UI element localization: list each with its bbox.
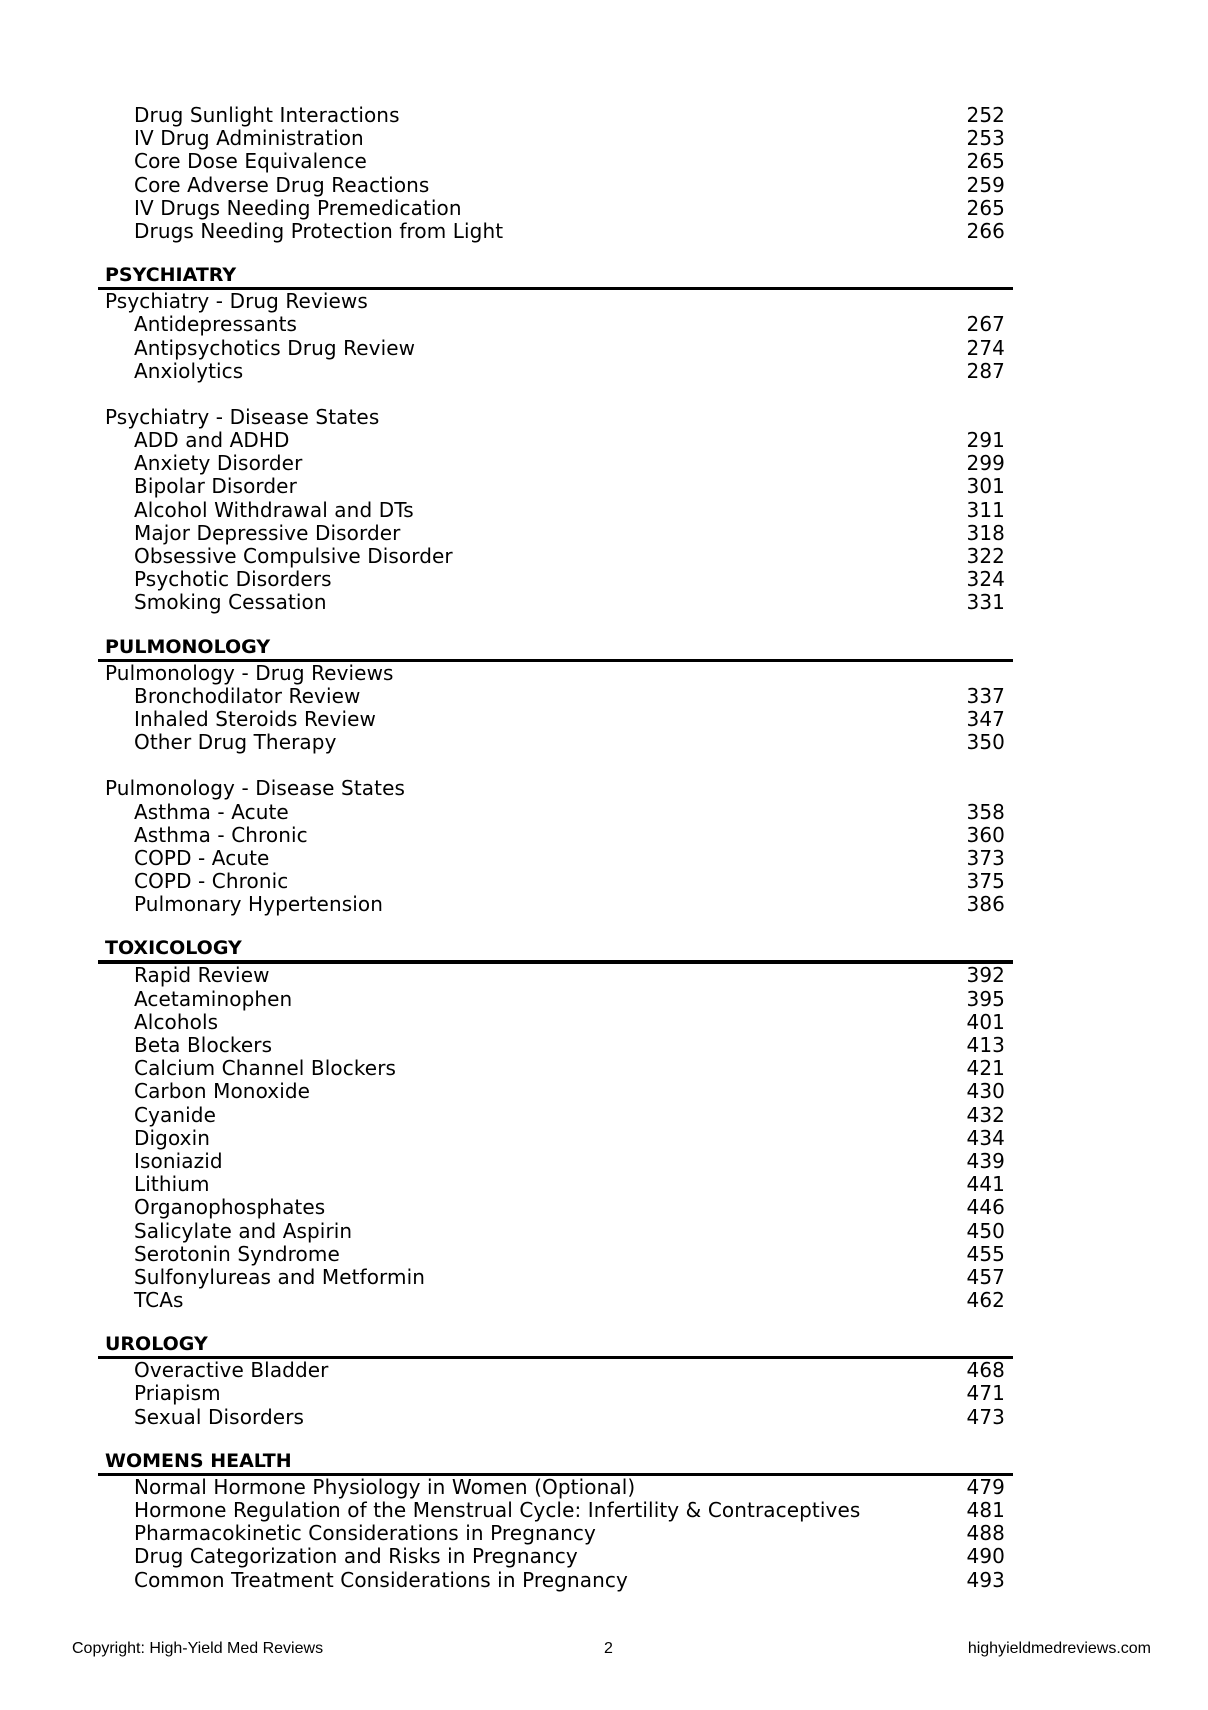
toc-entry-page: 473 [966, 1404, 1005, 1429]
toc-entry-page: 455 [966, 1241, 1005, 1266]
toc-entry[interactable] [98, 150, 1013, 173]
toc-entry-page: 347 [966, 706, 1005, 731]
toc-entry-label: Drug Sunlight Interactions [134, 103, 400, 127]
toc-entry-page: 318 [966, 520, 1005, 545]
toc-entry-page: 322 [966, 544, 1005, 568]
toc-entry-label: Sulfonylureas and Metformin [134, 1264, 426, 1289]
toc-entry-label: Lithium [134, 1172, 210, 1197]
toc-entry[interactable] [98, 429, 1013, 452]
toc-entry-page: 267 [966, 312, 1005, 337]
toc-entry[interactable] [98, 1220, 1013, 1243]
toc-entry[interactable] [98, 1104, 1013, 1127]
footer-page-number: 2 [604, 1640, 613, 1657]
toc-entry[interactable] [98, 127, 1013, 150]
toc-entry-page: 490 [966, 1544, 1005, 1569]
toc-entry-page: 358 [966, 799, 1005, 824]
toc-entry-page: 401 [966, 1009, 1005, 1034]
toc-entry[interactable] [98, 220, 1013, 243]
toc-entry-page: 493 [966, 1567, 1005, 1592]
toc-entry-label: Drugs Needing Protection from Light [134, 218, 504, 243]
toc-entry-label: Common Treatment Considerations in Pregnancy [134, 1567, 628, 1592]
table-of-contents [98, 104, 1013, 1592]
toc-entry-label: Sexual Disorders [134, 1404, 305, 1429]
toc-entry-page: 386 [966, 892, 1005, 917]
toc-entry-label: Calcium Channel Blockers [134, 1056, 397, 1081]
toc-entry-label: Pharmacokinetic Considerations in Pregnancy [134, 1521, 596, 1546]
toc-entry[interactable] [98, 824, 1013, 847]
toc-entry-label: Serotonin Syndrome [134, 1241, 340, 1266]
toc-entry-page: 446 [966, 1195, 1005, 1220]
toc-entry-page: 253 [966, 126, 1005, 151]
toc-entry[interactable] [98, 964, 1013, 987]
toc-entry-page: 421 [966, 1056, 1005, 1081]
toc-entry-label: Priapism [134, 1381, 221, 1406]
toc-entry-page: 479 [966, 1474, 1005, 1499]
spacer [98, 243, 1013, 263]
toc-entry-page: 481 [966, 1498, 1005, 1522]
spacer [98, 916, 1013, 936]
toc-entry-label: Acetaminophen [134, 986, 293, 1011]
toc-entry[interactable] [98, 1266, 1013, 1289]
toc-entry-label: Psychotic Disorders [134, 567, 332, 592]
toc-entry-label: Overactive Bladder [134, 1358, 329, 1383]
toc-entry-page: 468 [966, 1358, 1005, 1383]
toc-entry[interactable] [98, 313, 1013, 336]
toc-entry[interactable] [98, 522, 1013, 545]
toc-entry-page: 252 [966, 103, 1005, 127]
toc-entry-label: Normal Hormone Physiology in Women (Optional) [134, 1474, 636, 1499]
spacer [98, 1312, 1013, 1332]
toc-entry[interactable] [98, 1150, 1013, 1173]
toc-entry-page: 373 [966, 845, 1005, 870]
toc-entry[interactable] [98, 1080, 1013, 1103]
section-heading-toxicology: TOXICOLOGY [105, 937, 242, 960]
toc-entry[interactable] [98, 1406, 1013, 1429]
toc-entry[interactable] [98, 1243, 1013, 1266]
toc-entry-label: Drug Categorization and Risks in Pregnancy [134, 1544, 578, 1569]
toc-entry[interactable] [98, 1522, 1013, 1545]
toc-entry-page: 274 [966, 335, 1005, 360]
toc-entry[interactable] [98, 1569, 1013, 1592]
subsection-title[interactable]: Psychiatry - Disease States [105, 404, 380, 429]
toc-entry-page: 413 [966, 1033, 1005, 1057]
toc-entry-page: 265 [966, 195, 1005, 220]
toc-entry-page: 299 [966, 451, 1005, 476]
toc-entry-page: 311 [966, 497, 1005, 522]
toc-entry[interactable] [98, 731, 1013, 754]
toc-entry[interactable] [98, 1173, 1013, 1196]
toc-entry[interactable] [98, 988, 1013, 1011]
toc-entry-page: 457 [966, 1264, 1005, 1289]
toc-entry-label: Alcohol Withdrawal and DTs [134, 497, 414, 522]
toc-entry-page: 462 [966, 1288, 1005, 1313]
toc-entry[interactable] [98, 870, 1013, 893]
toc-entry[interactable] [98, 337, 1013, 360]
spacer [98, 754, 1013, 777]
toc-entry[interactable] [98, 197, 1013, 220]
toc-entry[interactable] [98, 1382, 1013, 1405]
toc-entry-page: 434 [966, 1125, 1005, 1150]
toc-entry[interactable] [98, 1034, 1013, 1057]
toc-entry-label: Beta Blockers [134, 1033, 273, 1057]
toc-entry-page: 350 [966, 730, 1005, 755]
toc-entry-page: 450 [966, 1218, 1005, 1243]
toc-entry[interactable] [98, 1476, 1013, 1499]
toc-entry-label: IV Drug Administration [134, 126, 364, 151]
toc-entry-label: Anxiolytics [134, 358, 244, 383]
toc-entry[interactable] [98, 591, 1013, 614]
toc-entry-label: Inhaled Steroids Review [134, 706, 376, 731]
toc-entry-label: Antipsychotics Drug Review [134, 335, 416, 360]
toc-entry[interactable] [98, 475, 1013, 498]
toc-entry-label: Anxiety Disorder [134, 451, 303, 476]
toc-group-intro [98, 104, 1013, 243]
toc-entry[interactable] [98, 1289, 1013, 1312]
toc-entry[interactable] [98, 1359, 1013, 1382]
toc-entry[interactable] [98, 847, 1013, 870]
toc-entry-page: 287 [966, 358, 1005, 383]
toc-entry-label: TCAs [134, 1288, 184, 1313]
toc-entry-page: 331 [966, 590, 1005, 615]
spacer [98, 615, 1013, 635]
toc-entry-label: Core Adverse Drug Reactions [134, 172, 430, 197]
toc-entry[interactable] [98, 708, 1013, 731]
toc-entry[interactable] [98, 685, 1013, 708]
section-heading-pulmonology: PULMONOLOGY [105, 635, 271, 658]
toc-entry[interactable] [98, 452, 1013, 475]
toc-entry-label: Asthma - Chronic [134, 822, 308, 847]
subsection-title[interactable]: Psychiatry - Drug Reviews [105, 289, 368, 314]
toc-entry[interactable] [98, 1196, 1013, 1219]
subsection-title[interactable]: Pulmonology - Disease States [105, 776, 406, 801]
toc-entry[interactable] [98, 499, 1013, 522]
toc-entry-page: 375 [966, 869, 1005, 894]
toc-entry-page: 259 [966, 172, 1005, 197]
toc-entry[interactable] [98, 360, 1013, 383]
toc-entry[interactable] [98, 801, 1013, 824]
toc-entry-page: 439 [966, 1148, 1005, 1173]
toc-entry[interactable] [98, 1057, 1013, 1080]
toc-entry[interactable] [98, 545, 1013, 568]
toc-entry-page: 488 [966, 1521, 1005, 1546]
toc-entry-label: Carbon Monoxide [134, 1079, 311, 1104]
toc-entry[interactable] [98, 1545, 1013, 1568]
toc-entry[interactable] [98, 1011, 1013, 1034]
toc-entry[interactable] [98, 104, 1013, 127]
section-heading-psychiatry: PSYCHIATRY [105, 264, 237, 287]
toc-entry-page: 360 [966, 822, 1005, 847]
toc-entry-label: ADD and ADHD [134, 428, 290, 453]
toc-entry-label: COPD - Chronic [134, 869, 289, 894]
toc-entry-page: 265 [966, 149, 1005, 174]
toc-entry-label: Core Dose Equivalence [134, 149, 367, 174]
toc-entry[interactable] [98, 174, 1013, 197]
toc-entry-label: Digoxin [134, 1125, 211, 1150]
toc-entry[interactable] [98, 568, 1013, 591]
toc-entry-page: 395 [966, 986, 1005, 1011]
toc-entry-page: 471 [966, 1381, 1005, 1406]
toc-entry-label: Obsessive Compulsive Disorder [134, 544, 453, 568]
toc-entry-page: 337 [966, 683, 1005, 708]
toc-entry-label: Hormone Regulation of the Menstrual Cycle: Infertility & Contraceptives [134, 1498, 861, 1522]
toc-entry-page: 266 [966, 218, 1005, 243]
toc-entry-label: Bipolar Disorder [134, 474, 297, 499]
section-heading-urology: UROLOGY [105, 1333, 208, 1356]
spacer [98, 383, 1013, 406]
toc-entry-label: Rapid Review [134, 963, 270, 988]
toc-entry-page: 392 [966, 963, 1005, 988]
toc-entry-label: Salicylate and Aspirin [134, 1218, 353, 1243]
toc-entry-label: Pulmonary Hypertension [134, 892, 384, 917]
toc-entry-label: Asthma - Acute [134, 799, 289, 824]
toc-entry-page: 301 [966, 474, 1005, 499]
toc-entry-page: 291 [966, 428, 1005, 453]
toc-entry-page: 324 [966, 567, 1005, 592]
subsection-title[interactable]: Pulmonology - Drug Reviews [105, 660, 394, 685]
toc-entry-label: Bronchodilator Review [134, 683, 361, 708]
toc-entry-page: 430 [966, 1079, 1005, 1104]
footer-copyright: Copyright: High-Yield Med Reviews [72, 1640, 324, 1657]
toc-entry-label: Smoking Cessation [134, 590, 327, 615]
toc-entry-page: 432 [966, 1102, 1005, 1127]
toc-entry-page: 441 [966, 1172, 1005, 1197]
toc-entry-label: COPD - Acute [134, 845, 270, 870]
toc-entry-label: IV Drugs Needing Premedication [134, 195, 462, 220]
toc-entry-label: Organophosphates [134, 1195, 326, 1220]
footer-website: highyieldmedreviews.com [967, 1640, 1151, 1657]
toc-entry-label: Isoniazid [134, 1148, 223, 1173]
toc-entry[interactable] [98, 893, 1013, 916]
section-heading-womens-health: WOMENS HEALTH [105, 1449, 292, 1472]
toc-entry[interactable] [98, 1499, 1013, 1522]
spacer [98, 1429, 1013, 1449]
toc-entry-label: Alcohols [134, 1009, 219, 1034]
toc-entry-label: Antidepressants [134, 312, 298, 337]
toc-entry-label: Major Depressive Disorder [134, 520, 401, 545]
toc-entry-label: Cyanide [134, 1102, 216, 1127]
toc-entry-label: Other Drug Therapy [134, 730, 337, 755]
toc-entry[interactable] [98, 1127, 1013, 1150]
